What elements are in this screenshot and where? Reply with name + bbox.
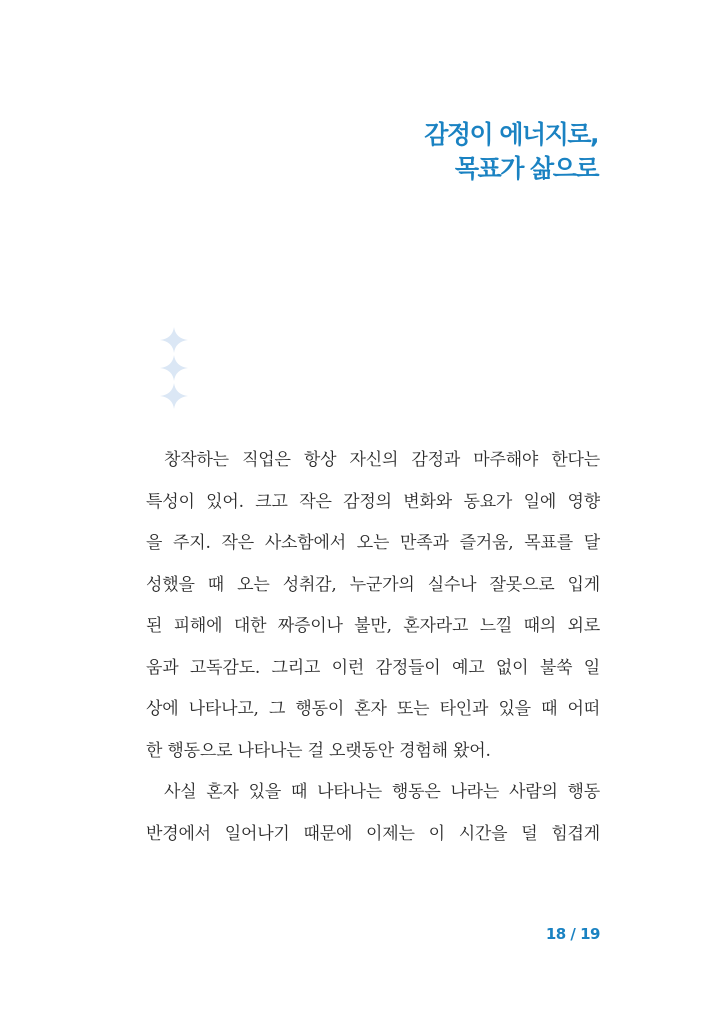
sparkle-star-icon xyxy=(159,354,189,382)
paragraph-line: 상에 나타나고, 그 행동이 혼자 또는 타인과 있을 때 어떠 xyxy=(146,699,600,719)
chapter-title xyxy=(424,118,598,186)
chapter-title-line-2: 목표가 삶으로 xyxy=(454,154,598,183)
paragraph-line: 움과 고독감도. 그리고 이런 감정들이 예고 없이 불쑥 일 xyxy=(146,657,600,678)
paragraph-line: 된 피해에 대한 짜증이나 불만, 혼자라고 느낄 때의 외로 xyxy=(146,616,600,636)
paragraph-line: 반경에서 일어나기 때문에 이제는 이 시간을 덜 힘겹게 xyxy=(146,823,600,844)
decorative-stars xyxy=(159,326,189,410)
body-text xyxy=(146,440,600,855)
sparkle-star-icon xyxy=(159,326,189,354)
page-number: 18 / 19 xyxy=(545,925,600,943)
paragraph-line: 사실 혼자 있을 때 나타나는 행동은 나라는 사람의 행동 xyxy=(164,782,600,802)
paragraph-line: 성했을 때 오는 성취감, 누군가의 실수나 잘못으로 입게 xyxy=(146,574,600,595)
paragraph-line: 특성이 있어. 크고 작은 감정의 변화와 동요가 일에 영향 xyxy=(146,491,600,512)
chapter-title-line-1: 감정이 에너지로, xyxy=(424,120,598,149)
paragraph-line: 한 행동으로 나타나는 걸 오랫동안 경험해 왔어. xyxy=(146,740,491,761)
sparkle-star-icon xyxy=(159,382,189,410)
paragraph-line: 창작하는 직업은 항상 자신의 감정과 마주해야 한다는 xyxy=(164,450,600,470)
paragraph-line: 을 주지. 작은 사소함에서 오는 만족과 즐거움, 목표를 달 xyxy=(146,533,600,553)
